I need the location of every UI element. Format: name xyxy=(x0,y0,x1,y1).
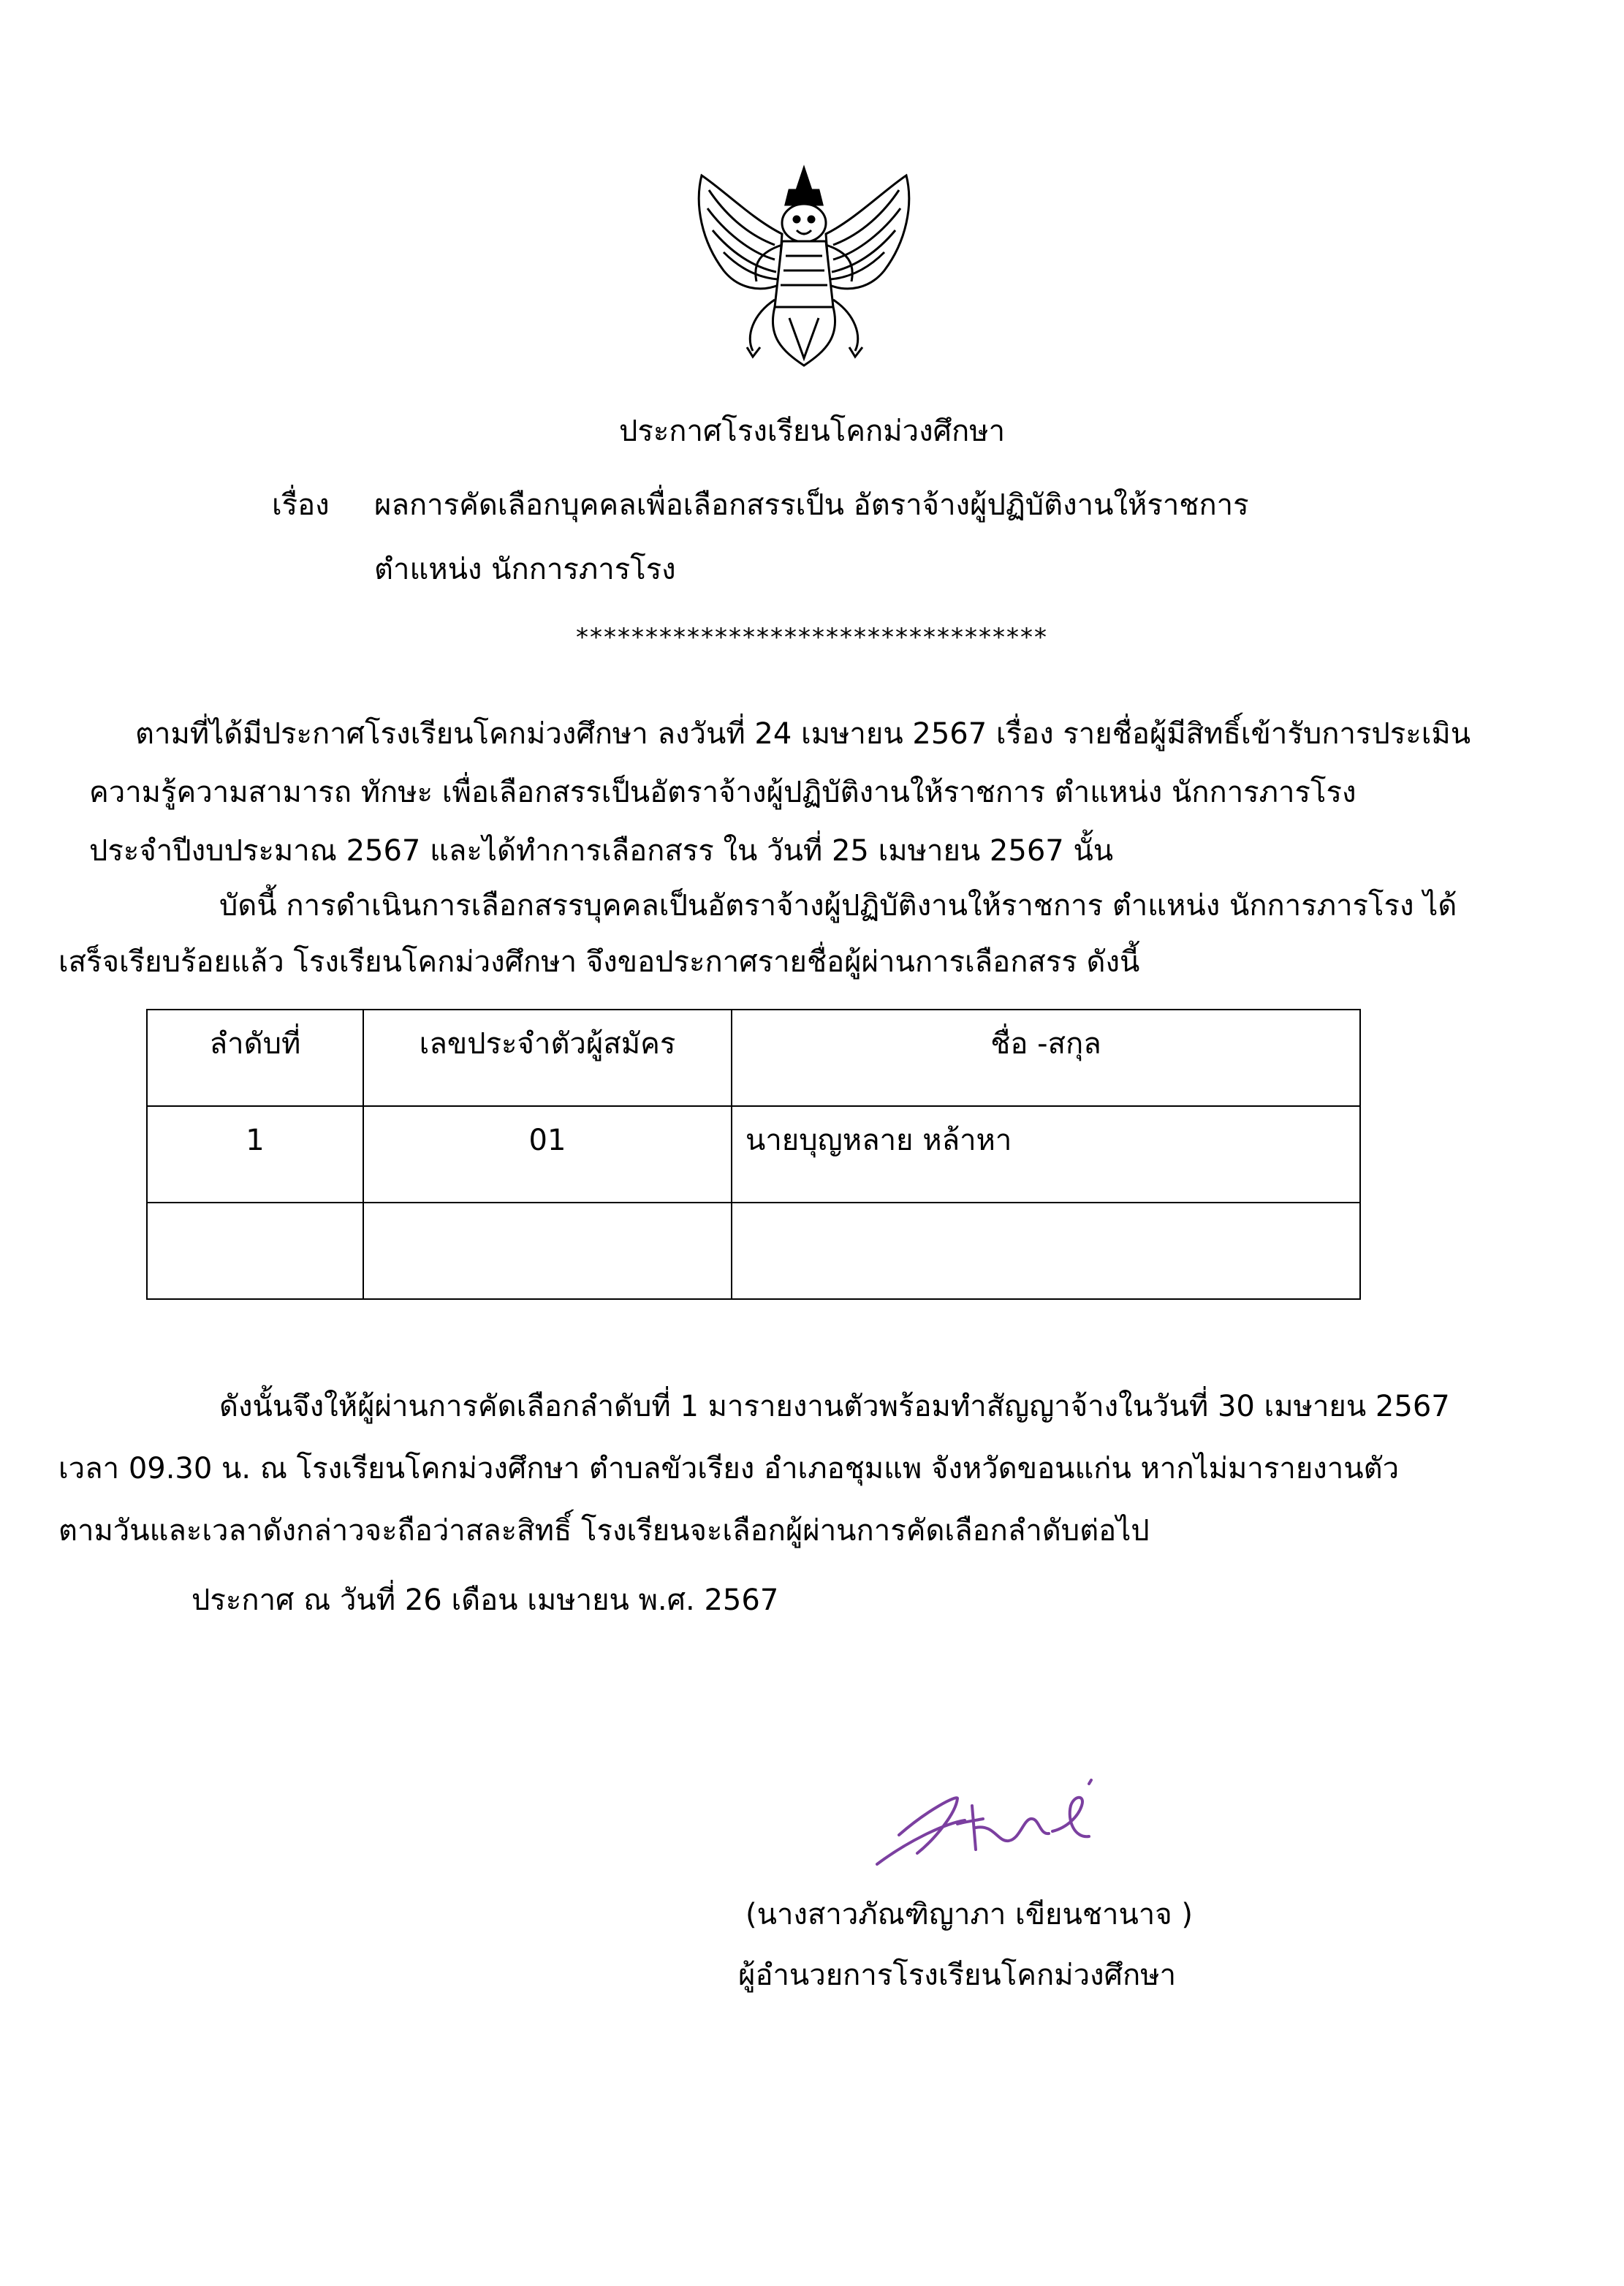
cell-rank xyxy=(147,1203,363,1299)
paragraph-3-line-2: เวลา 09.30 น. ณ โรงเรียนโคกม่วงศึกษา ตำบลขัวเรียง อำเภอชุมแพ จังหวัดขอนแก่น หากไม่มารายงานตัว xyxy=(58,1452,1400,1485)
header-applicant-id: เลขประจำตัวผู้สมัคร xyxy=(363,1010,732,1106)
cell-full-name: นายบุญหลาย หล้าหา xyxy=(732,1106,1360,1203)
paragraph-3-line-1: ดังนั้นจึงให้ผู้ผ่านการคัดเลือกลำดับที่ 1 มารายงานตัวพร้อมทำสัญญาจ้างในวันที่ 30 เมษายน 2567 xyxy=(219,1390,1450,1423)
table-row xyxy=(147,1203,1360,1299)
header-full-name: ชื่อ -สกุล xyxy=(732,1010,1360,1106)
garuda-emblem-icon xyxy=(680,161,928,380)
cell-rank: 1 xyxy=(147,1106,363,1203)
subject-text: ผลการคัดเลือกบุคคลเพื่อเลือกสรรเป็น อัตราจ้างผู้ปฏิบัติงานให้ราชการ xyxy=(374,488,1249,522)
separator-line: ********************************** xyxy=(576,623,1048,652)
announcement-date: ประกาศ ณ วันที่ 26 เดือน เมษายน พ.ศ. 2567 xyxy=(191,1583,779,1617)
paragraph-2-line-2: เสร็จเรียบร้อยแล้ว โรงเรียนโคกม่วงศึกษา จึงขอประกาศรายชื่อผู้ผ่านการเลือกสรร ดังนี้ xyxy=(58,945,1140,979)
paragraph-1-line-3: ประจำปีงบประมาณ 2567 และได้ทำการเลือกสรร ใน วันที่ 25 เมษายน 2567 นั้น xyxy=(89,834,1114,868)
header-rank: ลำดับที่ xyxy=(147,1010,363,1106)
signer-name: (นางสาวภัณฑิญาภา เขียนชานาจ ) xyxy=(745,1898,1194,1931)
table-header-row xyxy=(147,1010,1360,1106)
signature-icon xyxy=(848,1755,1140,1886)
announcement-title: ประกาศโรงเรียนโคกม่วงศึกษา xyxy=(618,415,1006,448)
paragraph-1-line-1: ตามที่ได้มีประกาศโรงเรียนโคกม่วงศึกษา ลงวันที่ 24 เมษายน 2567 เรื่อง รายชื่อผู้มีสิทธิ์เข้ารับการประเมิน xyxy=(135,717,1471,751)
subject-position: ตำแหน่ง นักการภารโรง xyxy=(374,553,676,586)
cell-applicant-id xyxy=(363,1203,732,1299)
results-table xyxy=(146,1009,1361,1300)
cell-applicant-id: 01 xyxy=(363,1106,732,1203)
subject-label: เรื่อง xyxy=(272,488,330,522)
cell-full-name xyxy=(732,1203,1360,1299)
table-row xyxy=(147,1106,1360,1203)
signer-title: ผู้อำนวยการโรงเรียนโคกม่วงศึกษา xyxy=(738,1958,1177,1992)
paragraph-1-line-2: ความรู้ความสามารถ ทักษะ เพื่อเลือกสรรเป็นอัตราจ้างผู้ปฏิบัติงานให้ราชการ ตำแหน่ง นักการภารโรง xyxy=(89,776,1357,809)
paragraph-2-line-1: บัดนี้ การดำเนินการเลือกสรรบุคคลเป็นอัตราจ้างผู้ปฏิบัติงานให้ราชการ ตำแหน่ง นักการภารโรง ได้ xyxy=(219,889,1457,923)
paragraph-3-line-3: ตามวันและเวลาดังกล่าวจะถือว่าสละสิทธิ์ โรงเรียนจะเลือกผู้ผ่านการคัดเลือกลำดับต่อไป xyxy=(58,1514,1150,1548)
